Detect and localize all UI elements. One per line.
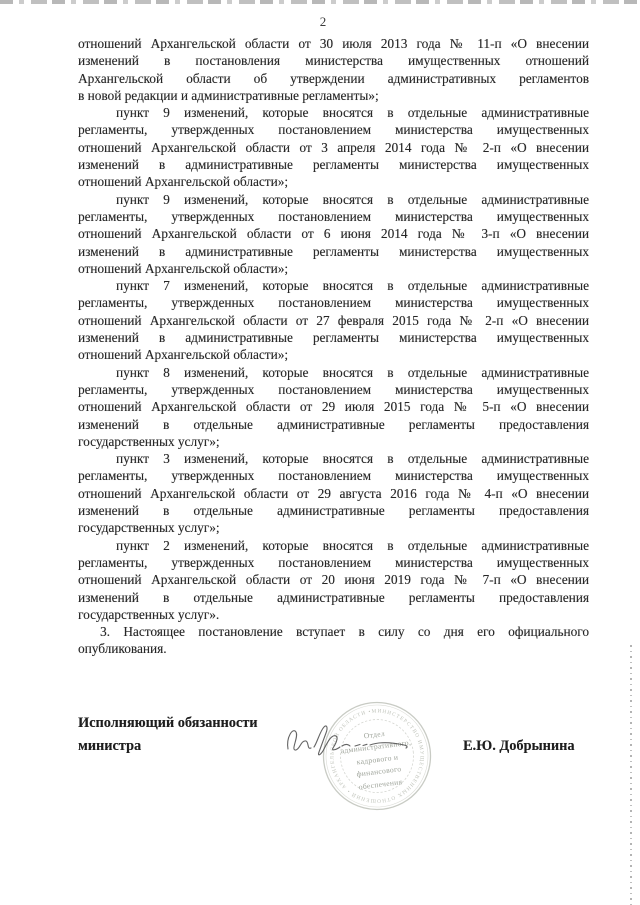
text-line: изменений в административные регламенты министерства имущественных bbox=[78, 330, 589, 346]
text-line: регламенты, утвержденных постановлением министерства имущественных bbox=[78, 208, 589, 224]
page-number: 2 bbox=[319, 14, 327, 29]
text-line: регламенты, утвержденных постановлением министерства имущественных bbox=[78, 295, 589, 311]
seal-center-line: административного, bbox=[340, 738, 412, 756]
text-line: опубликования. bbox=[78, 641, 167, 657]
text-line: регламенты, утвержденных постановлением министерства имущественных bbox=[78, 468, 589, 484]
seal-center-line: кадрового и bbox=[356, 752, 399, 767]
text-line: государственных услуг»; bbox=[78, 433, 220, 449]
seal-center-line: обеспечения bbox=[358, 776, 403, 792]
paragraph bbox=[78, 191, 589, 277]
text-line: отношений Архангельской области от 29 августа 2016 года № 4-п «О внесении bbox=[78, 485, 589, 501]
signatory-role-line2: министра bbox=[78, 737, 142, 754]
text-line: 3. Настоящее постановление вступает в силу со дня его официального bbox=[100, 624, 589, 640]
text-line: отношений Архангельской области»; bbox=[78, 260, 289, 276]
text-line: изменений в постановления министерства имущественных отношений bbox=[78, 53, 589, 69]
signatory-role-line1: Исполняющий обязанности bbox=[78, 715, 258, 731]
text-line: пункт 2 изменений, которые вносятся в отдельные административные bbox=[116, 537, 589, 553]
text-line: регламенты, утвержденных постановлением министерства имущественных bbox=[78, 554, 589, 570]
paragraph bbox=[78, 104, 589, 190]
handwritten-signature-ink bbox=[283, 719, 413, 763]
text-line: пункт 8 изменений, которые вносятся в отдельные административные bbox=[116, 364, 589, 380]
text-line: регламенты, утвержденных постановлением министерства имущественных bbox=[78, 381, 589, 397]
text-line: отношений Архангельской области»; bbox=[78, 174, 289, 190]
paragraph bbox=[78, 277, 589, 363]
text-line: отношений Архангельской области от 27 февраля 2015 года № 2-п «О внесении bbox=[78, 312, 589, 328]
signatory-role bbox=[78, 712, 258, 757]
text-line: пункт 7 изменений, которые вносятся в отдельные административные bbox=[116, 278, 589, 294]
text-line: отношений Архангельской области»; bbox=[78, 347, 289, 363]
scan-artifact-right-edge bbox=[630, 645, 632, 905]
text-line: изменений в отдельные административные регламенты предоставления bbox=[78, 589, 589, 605]
scan-artifact-top-edge bbox=[0, 0, 640, 4]
seal-ring-text: МИНИСТЕРСТВО ИМУЩЕСТВЕННЫХ ОТНОШЕНИЙ • АРХАНГЕЛЬСКОЙ ОБЛАСТИ • bbox=[329, 708, 425, 804]
text-line: государственных услуг». bbox=[78, 606, 220, 622]
text-line: изменений в отдельные административные регламенты предоставления bbox=[78, 416, 589, 432]
text-line: отношений Архангельской области от 29 июля 2015 года № 5-п «О внесении bbox=[78, 399, 589, 415]
text-line: изменений в административные регламенты министерства имущественных bbox=[78, 157, 589, 173]
text-line: отношений Архангельской области от 30 июля 2013 года № 11-п «О внесении bbox=[78, 36, 589, 51]
paragraph bbox=[78, 537, 589, 623]
paragraph bbox=[78, 450, 589, 536]
text-line: пункт 3 изменений, которые вносятся в отдельные административные bbox=[116, 451, 589, 467]
text-line: пункт 9 изменений, которые вносятся в отдельные административные bbox=[116, 105, 589, 121]
text-line: отношений Архангельской области от 20 июня 2019 года № 7-п «О внесении bbox=[78, 572, 589, 588]
text-line: регламенты, утвержденных постановлением министерства имущественных bbox=[78, 122, 589, 138]
text-line: в новой редакции и административные регламенты»; bbox=[78, 87, 379, 103]
text-line: отношений Архангельской области от 3 апреля 2014 года № 2-п «О внесении bbox=[78, 139, 589, 155]
text-line: государственных услуг»; bbox=[78, 520, 220, 536]
paragraph bbox=[78, 364, 589, 450]
text-line: отношений Архангельской области от 6 июня 2014 года № 3-п «О внесении bbox=[78, 226, 589, 242]
text-line: Архангельской области об утверждении административных регламентов bbox=[78, 70, 589, 86]
signatory-name: Е.Ю. Добрынина bbox=[463, 738, 575, 754]
seal-center-line: финансового bbox=[356, 764, 402, 779]
text-line: пункт 9 изменений, которые вносятся в отдельные административные bbox=[116, 191, 589, 207]
document-body bbox=[78, 35, 589, 658]
text-line: изменений в административные регламенты министерства имущественных bbox=[78, 243, 589, 259]
seal-center-line: Отдел bbox=[363, 728, 386, 741]
paragraph bbox=[78, 35, 589, 104]
paragraph bbox=[78, 623, 589, 658]
text-line: изменений в отдельные административные регламенты предоставления bbox=[78, 503, 589, 519]
